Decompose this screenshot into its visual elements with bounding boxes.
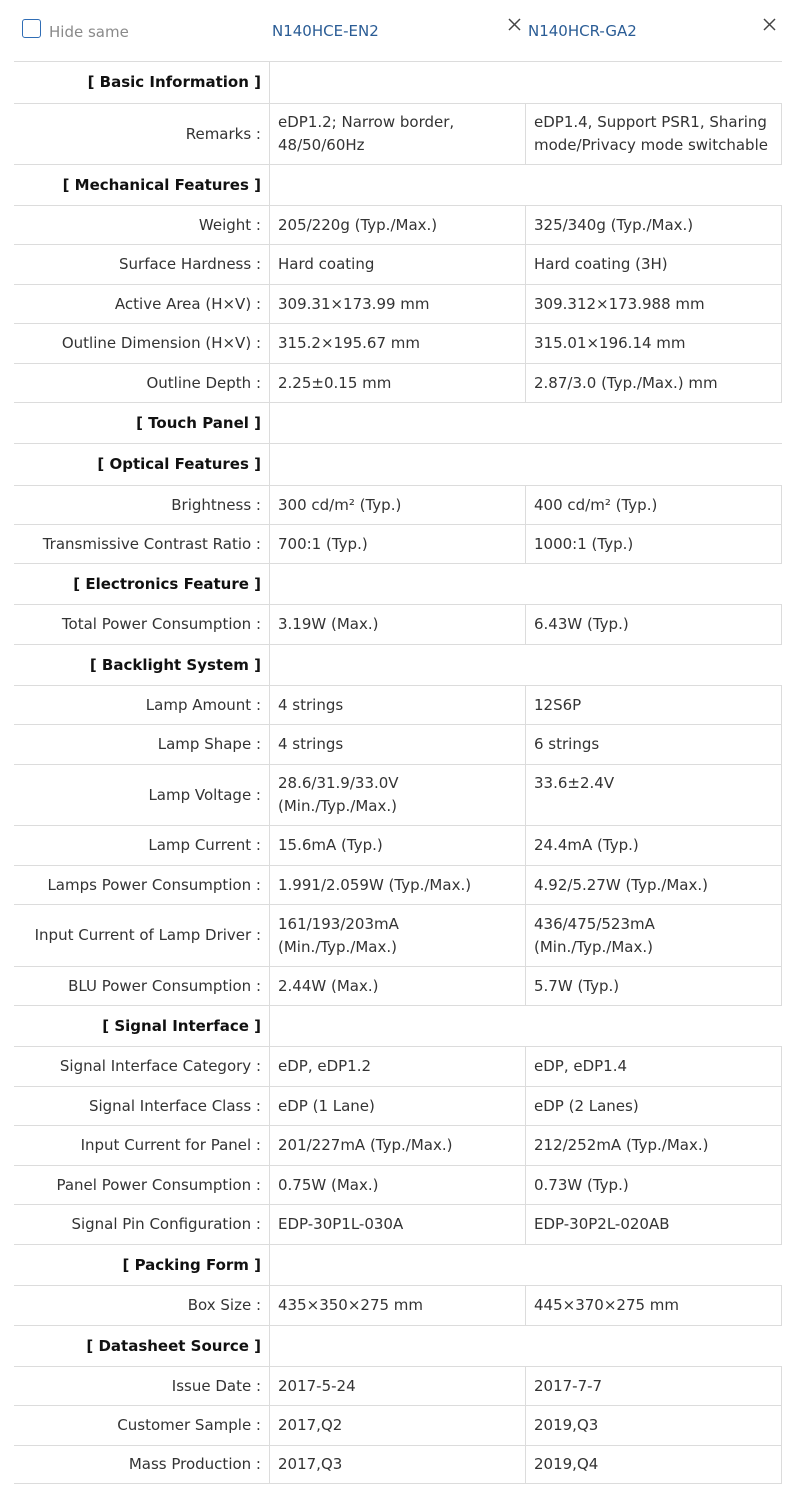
spec-label: Mass Production : [14, 1446, 270, 1483]
section-spacer [270, 645, 782, 685]
spec-value-model-1: 700:1 (Typ.) [270, 525, 526, 563]
spec-row [14, 764, 782, 825]
spec-value-model-2: 5.7W (Typ.) [526, 967, 782, 1005]
spec-value-model-2: 400 cd/m² (Typ.) [526, 486, 782, 524]
spec-value-model-1: 2.44W (Max.) [270, 967, 526, 1005]
spec-label: Issue Date : [14, 1367, 270, 1405]
spec-value-model-2: 0.73W (Typ.) [526, 1166, 782, 1204]
model-name-2[interactable]: N140HCR-GA2 [528, 22, 637, 40]
spec-value-model-1: 1.991/2.059W (Typ./Max.) [270, 866, 526, 904]
spec-label: Surface Hardness : [14, 245, 270, 284]
spec-label: Box Size : [14, 1286, 270, 1325]
spec-row [14, 363, 782, 402]
spec-value-model-1: eDP1.2; Narrow border, 48/50/60Hz [270, 104, 526, 164]
spec-row [14, 244, 782, 284]
section-row [14, 644, 782, 685]
spec-value-model-1: 15.6mA (Typ.) [270, 826, 526, 865]
spec-row [14, 1125, 782, 1165]
spec-row [14, 103, 782, 164]
spec-row [14, 724, 782, 764]
spec-row [14, 1366, 782, 1405]
spec-value-model-2: 24.4mA (Typ.) [526, 826, 782, 865]
section-title: [ Mechanical Features ] [14, 165, 270, 205]
section-spacer [270, 1245, 782, 1285]
spec-value-model-2: eDP, eDP1.4 [526, 1047, 782, 1086]
spec-label: Panel Power Consumption : [14, 1166, 270, 1204]
spec-comparison-table [14, 61, 782, 1484]
section-title: [ Datasheet Source ] [14, 1326, 270, 1366]
spec-label: Remarks : [14, 104, 270, 164]
spec-value-model-2: 33.6±2.4V [526, 765, 782, 825]
spec-row [14, 685, 782, 724]
section-spacer [270, 165, 782, 205]
spec-row [14, 865, 782, 904]
spec-label: Signal Interface Class : [14, 1087, 270, 1125]
spec-value-model-1: 201/227mA (Typ./Max.) [270, 1126, 526, 1165]
spec-row [14, 205, 782, 244]
spec-label: Signal Interface Category : [14, 1047, 270, 1086]
section-spacer [270, 564, 782, 604]
spec-row [14, 323, 782, 363]
section-row [14, 164, 782, 205]
spec-value-model-1: eDP, eDP1.2 [270, 1047, 526, 1086]
spec-label: Input Current of Lamp Driver : [14, 905, 270, 966]
section-row [14, 443, 782, 485]
spec-value-model-2: 4.92/5.27W (Typ./Max.) [526, 866, 782, 904]
section-row [14, 402, 782, 443]
spec-row [14, 1204, 782, 1244]
spec-row [14, 1046, 782, 1086]
spec-row [14, 524, 782, 563]
spec-row [14, 904, 782, 966]
spec-value-model-1: 435×350×275 mm [270, 1286, 526, 1325]
spec-label: Weight : [14, 206, 270, 244]
spec-label: Customer Sample : [14, 1406, 270, 1445]
spec-row [14, 825, 782, 865]
spec-value-model-1: 309.31×173.99 mm [270, 285, 526, 323]
section-row [14, 1325, 782, 1366]
spec-label: Outline Dimension (H×V) : [14, 324, 270, 363]
spec-value-model-1: 28.6/31.9/33.0V (Min./Typ./Max.) [270, 765, 526, 825]
spec-value-model-1: 0.75W (Max.) [270, 1166, 526, 1204]
spec-row [14, 604, 782, 644]
spec-value-model-1: 2017,Q3 [270, 1446, 526, 1483]
remove-model-2-close-icon[interactable] [763, 18, 777, 32]
spec-value-model-2: 309.312×173.988 mm [526, 285, 782, 323]
spec-value-model-1: 4 strings [270, 686, 526, 724]
spec-value-model-1: eDP (1 Lane) [270, 1087, 526, 1125]
spec-row [14, 1405, 782, 1445]
spec-value-model-2: 6.43W (Typ.) [526, 605, 782, 644]
spec-value-model-2: 315.01×196.14 mm [526, 324, 782, 363]
spec-label: Outline Depth : [14, 364, 270, 402]
spec-row [14, 1285, 782, 1325]
spec-value-model-1: Hard coating [270, 245, 526, 284]
section-row [14, 61, 782, 103]
spec-label: Total Power Consumption : [14, 605, 270, 644]
section-title: [ Touch Panel ] [14, 403, 270, 443]
section-spacer [270, 1006, 782, 1046]
spec-row [14, 966, 782, 1005]
section-title: [ Electronics Feature ] [14, 564, 270, 604]
section-row [14, 563, 782, 604]
hide-same-label: Hide same [49, 22, 129, 41]
spec-value-model-2: 2019,Q4 [526, 1446, 782, 1483]
spec-value-model-1: 315.2×195.67 mm [270, 324, 526, 363]
spec-label: Transmissive Contrast Ratio : [14, 525, 270, 563]
spec-value-model-2: 6 strings [526, 725, 782, 764]
spec-value-model-2: Hard coating (3H) [526, 245, 782, 284]
section-title: [ Packing Form ] [14, 1245, 270, 1285]
spec-value-model-2: 212/252mA (Typ./Max.) [526, 1126, 782, 1165]
spec-value-model-1: 2017-5-24 [270, 1367, 526, 1405]
spec-value-model-1: 4 strings [270, 725, 526, 764]
spec-value-model-2: eDP (2 Lanes) [526, 1087, 782, 1125]
spec-value-model-2: 2017-7-7 [526, 1367, 782, 1405]
hide-same-checkbox[interactable] [22, 19, 41, 38]
spec-row [14, 485, 782, 524]
section-spacer [270, 403, 782, 443]
spec-value-model-2: 325/340g (Typ./Max.) [526, 206, 782, 244]
spec-label: Input Current for Panel : [14, 1126, 270, 1165]
section-title: [ Backlight System ] [14, 645, 270, 685]
spec-row [14, 1086, 782, 1125]
spec-value-model-2: 2019,Q3 [526, 1406, 782, 1445]
spec-value-model-2: 12S6P [526, 686, 782, 724]
section-title: [ Basic Information ] [14, 62, 270, 103]
section-title: [ Signal Interface ] [14, 1006, 270, 1046]
spec-label: Lamp Voltage : [14, 765, 270, 825]
spec-row [14, 284, 782, 323]
spec-row [14, 1445, 782, 1484]
spec-value-model-1: 300 cd/m² (Typ.) [270, 486, 526, 524]
spec-value-model-2: 1000:1 (Typ.) [526, 525, 782, 563]
spec-label: BLU Power Consumption : [14, 967, 270, 1005]
spec-value-model-1: 2.25±0.15 mm [270, 364, 526, 402]
spec-value-model-1: EDP-30P1L-030A [270, 1205, 526, 1244]
spec-value-model-2: 436/475/523mA (Min./Typ./Max.) [526, 905, 782, 966]
spec-value-model-1: 3.19W (Max.) [270, 605, 526, 644]
spec-value-model-1: 205/220g (Typ./Max.) [270, 206, 526, 244]
spec-label: Active Area (H×V) : [14, 285, 270, 323]
spec-label: Lamp Shape : [14, 725, 270, 764]
section-row [14, 1005, 782, 1046]
model-name-1[interactable]: N140HCE-EN2 [272, 22, 379, 40]
spec-label: Lamp Current : [14, 826, 270, 865]
compare-header [0, 0, 800, 61]
remove-model-1-close-icon[interactable] [508, 18, 522, 32]
hide-same-toggle[interactable] [22, 19, 129, 41]
section-title: [ Optical Features ] [14, 444, 270, 485]
spec-value-model-2: eDP1.4, Support PSR1, Sharing mode/Privacy mode switchable [526, 104, 782, 164]
spec-label: Brightness : [14, 486, 270, 524]
spec-row [14, 1165, 782, 1204]
section-spacer [270, 444, 782, 485]
spec-value-model-2: 445×370×275 mm [526, 1286, 782, 1325]
section-spacer [270, 62, 782, 103]
section-spacer [270, 1326, 782, 1366]
spec-value-model-2: EDP-30P2L-020AB [526, 1205, 782, 1244]
spec-label: Lamp Amount : [14, 686, 270, 724]
spec-value-model-1: 2017,Q2 [270, 1406, 526, 1445]
spec-label: Signal Pin Configuration : [14, 1205, 270, 1244]
spec-value-model-1: 161/193/203mA (Min./Typ./Max.) [270, 905, 526, 966]
spec-label: Lamps Power Consumption : [14, 866, 270, 904]
section-row [14, 1244, 782, 1285]
spec-value-model-2: 2.87/3.0 (Typ./Max.) mm [526, 364, 782, 402]
